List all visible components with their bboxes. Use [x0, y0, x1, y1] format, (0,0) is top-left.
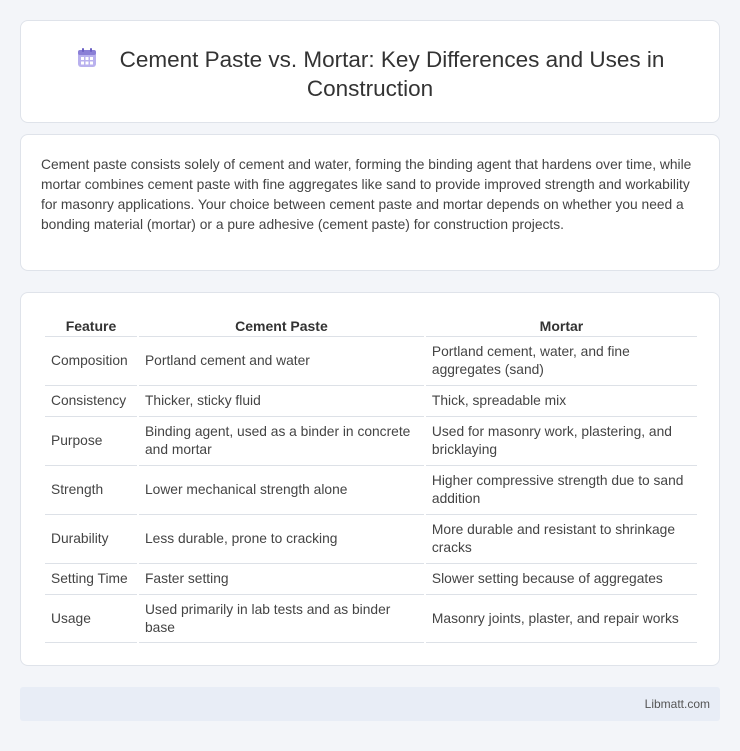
title-card — [20, 20, 720, 123]
mortar-cell: Higher compressive strength due to sand addition — [426, 466, 697, 515]
header-feature: Feature — [45, 315, 137, 337]
cement-paste-cell: Thicker, sticky fluid — [139, 386, 424, 417]
table-row — [45, 337, 697, 386]
page-title-text: Cement Paste vs. Mortar: Key Differences and Uses in Construction — [119, 47, 665, 101]
footer-site-link[interactable]: Libmatt.com — [644, 697, 710, 711]
footer-bar — [20, 687, 720, 721]
cement-paste-cell: Less durable, prone to cracking — [139, 515, 424, 564]
intro-paragraph: Cement paste consists solely of cement and water, forming the binding agent that hardens over time, while mortar combines cement paste with fine aggregates like sand to provide improved strength and workability for masonry applications. Your choice between cement paste and mortar depends on whether you need a bonding material (mortar) or a pure adhesive (cement paste) for construction projects. — [41, 157, 692, 232]
mortar-cell: Used for masonry work, plastering, and bricklaying — [426, 417, 697, 466]
table-row — [45, 564, 697, 595]
table-row — [45, 515, 697, 564]
mortar-cell: More durable and resistant to shrinkage cracks — [426, 515, 697, 564]
table-row — [45, 595, 697, 643]
mortar-cell: Masonry joints, plaster, and repair works — [426, 595, 697, 643]
cement-paste-cell: Used primarily in lab tests and as binder base — [139, 595, 424, 643]
feature-cell: Durability — [45, 515, 137, 564]
intro-card — [20, 134, 720, 271]
feature-cell: Purpose — [45, 417, 137, 466]
mortar-cell: Portland cement, water, and fine aggregates (sand) — [426, 337, 697, 386]
feature-cell: Consistency — [45, 386, 137, 417]
cement-paste-cell: Portland cement and water — [139, 337, 424, 386]
feature-cell: Setting Time — [45, 564, 137, 595]
feature-cell: Usage — [45, 595, 137, 643]
comparison-card — [20, 292, 720, 666]
table-row — [45, 466, 697, 515]
cement-paste-cell: Faster setting — [139, 564, 424, 595]
table-header-row — [45, 315, 697, 337]
feature-cell: Strength — [45, 466, 137, 515]
table-row — [45, 386, 697, 417]
comparison-table — [43, 315, 699, 643]
page-title — [61, 45, 679, 103]
feature-cell: Composition — [45, 337, 137, 386]
header-cement-paste: Cement Paste — [139, 315, 424, 337]
table-row — [45, 417, 697, 466]
mortar-cell: Slower setting because of aggregates — [426, 564, 697, 595]
calendar-icon — [76, 47, 98, 69]
cement-paste-cell: Binding agent, used as a binder in concrete and mortar — [139, 417, 424, 466]
cement-paste-cell: Lower mechanical strength alone — [139, 466, 424, 515]
header-mortar: Mortar — [426, 315, 697, 337]
mortar-cell: Thick, spreadable mix — [426, 386, 697, 417]
